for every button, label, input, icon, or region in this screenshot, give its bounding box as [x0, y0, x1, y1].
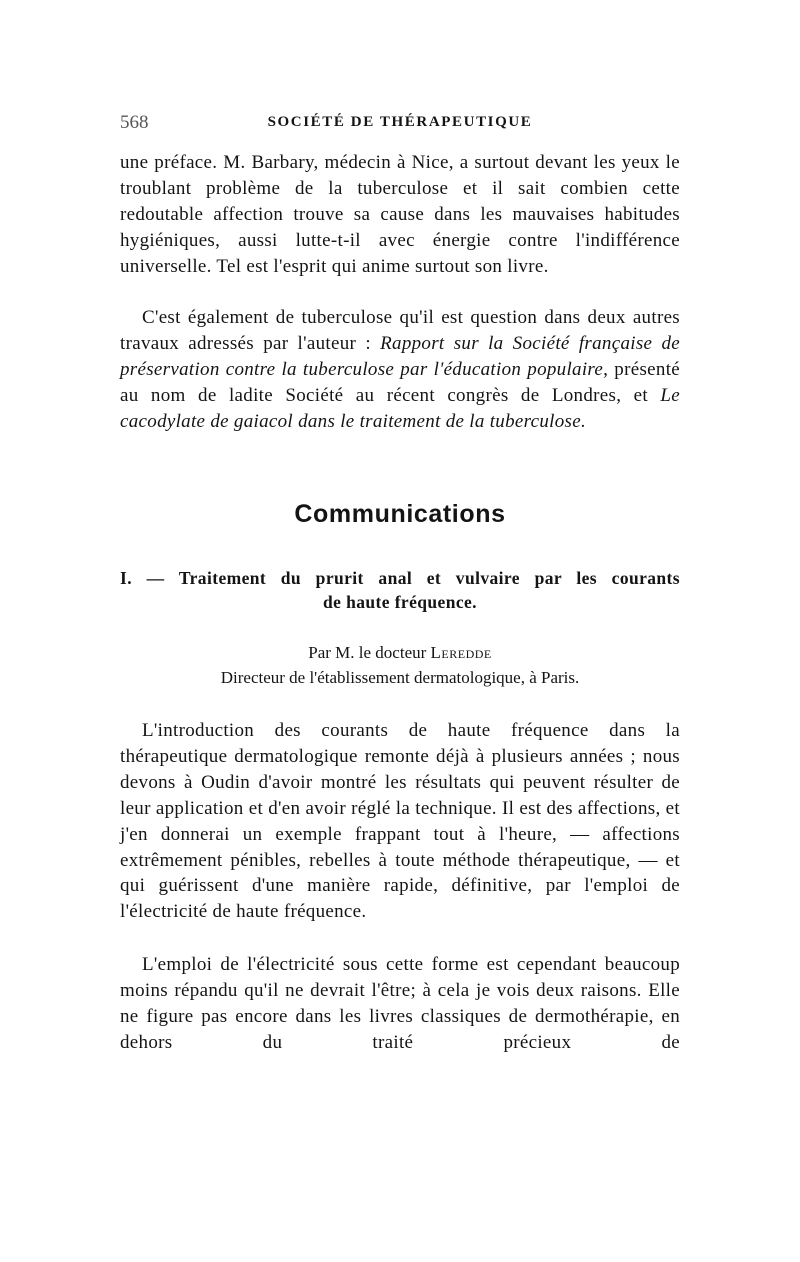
italic-title-cacodylate: Le cacodylate de gaiacol dans le traitement de la tuberculose. — [120, 384, 680, 432]
byline — [120, 640, 680, 690]
author-line — [120, 640, 680, 665]
paragraph-text-part: C'est également de tuberculose qu'il est question dans deux autres travaux adressés par l'auteur : — [120, 307, 680, 354]
paragraph-introduction — [120, 718, 680, 925]
paragraph-text: L'introduction des courants de haute fréquence dans la thérapeutique dermatologique remonte déjà à plusieurs années ; nous devons à Oudin d'avoir montré les résultats qui peuvent résulter de leur application et d'en avoir réglé la technique. Il est des affections, et j'en donnerai un exemple frappant tout à l'heure, — affections extrêmement pénibles, rebelles à toute méthode thérapeutique, — et qui guérissent d'une manière rapide, définitive, par l'emploi de l'électricité de haute fréquence. — [120, 720, 680, 923]
italic-title-rapport: Rapport sur la Société française de préservation contre la tuberculose par l'éducation populaire, — [120, 332, 680, 380]
paragraph-text: une préface. M. Barbary, médecin à Nice, a surtout devant les yeux le troublant problème de la tuberculose et il sait combien cette redoutable affection trouve sa cause dans les mauvaises habitudes hygiéniques, aussi lutte-t-il avec énergie contre l'indifférence universelle. Tel est l'esprit qui anime surtout son livre. — [120, 152, 680, 277]
paragraph-text — [120, 305, 680, 435]
article-title — [120, 566, 680, 614]
paragraph-emploi — [120, 952, 680, 1056]
paragraph-preface — [120, 150, 680, 280]
byline-prefix: Par M. le docteur — [308, 643, 431, 662]
paragraph-tuberculose — [120, 305, 680, 435]
paragraph-text-part: présenté au nom de ladite Société au récent congrès de Londres, et — [120, 358, 681, 406]
running-head-title: SOCIÉTÉ DE THÉRAPEUTIQUE — [267, 114, 533, 130]
author-name: Leredde — [430, 643, 492, 662]
article-title-line2: de haute fréquence. — [323, 592, 477, 612]
author-affiliation: Directeur de l'établissement dermatologique, à Paris. — [220, 668, 580, 687]
section-heading: Communications — [294, 500, 506, 528]
paragraph-text: L'emploi de l'électricité sous cette forme est cependant beaucoup moins répandu qu'il ne devrait l'être; à cela je vois deux raisons. Elle ne figure pas encore dans les livres classiques de dermothérapie, en dehors du traité précieux de — [120, 954, 680, 1053]
page-number: 568 — [120, 112, 149, 133]
article-title-line1: I. — Traitement du prurit anal et vulvaire par les courants — [120, 568, 680, 588]
running-head — [120, 112, 680, 138]
